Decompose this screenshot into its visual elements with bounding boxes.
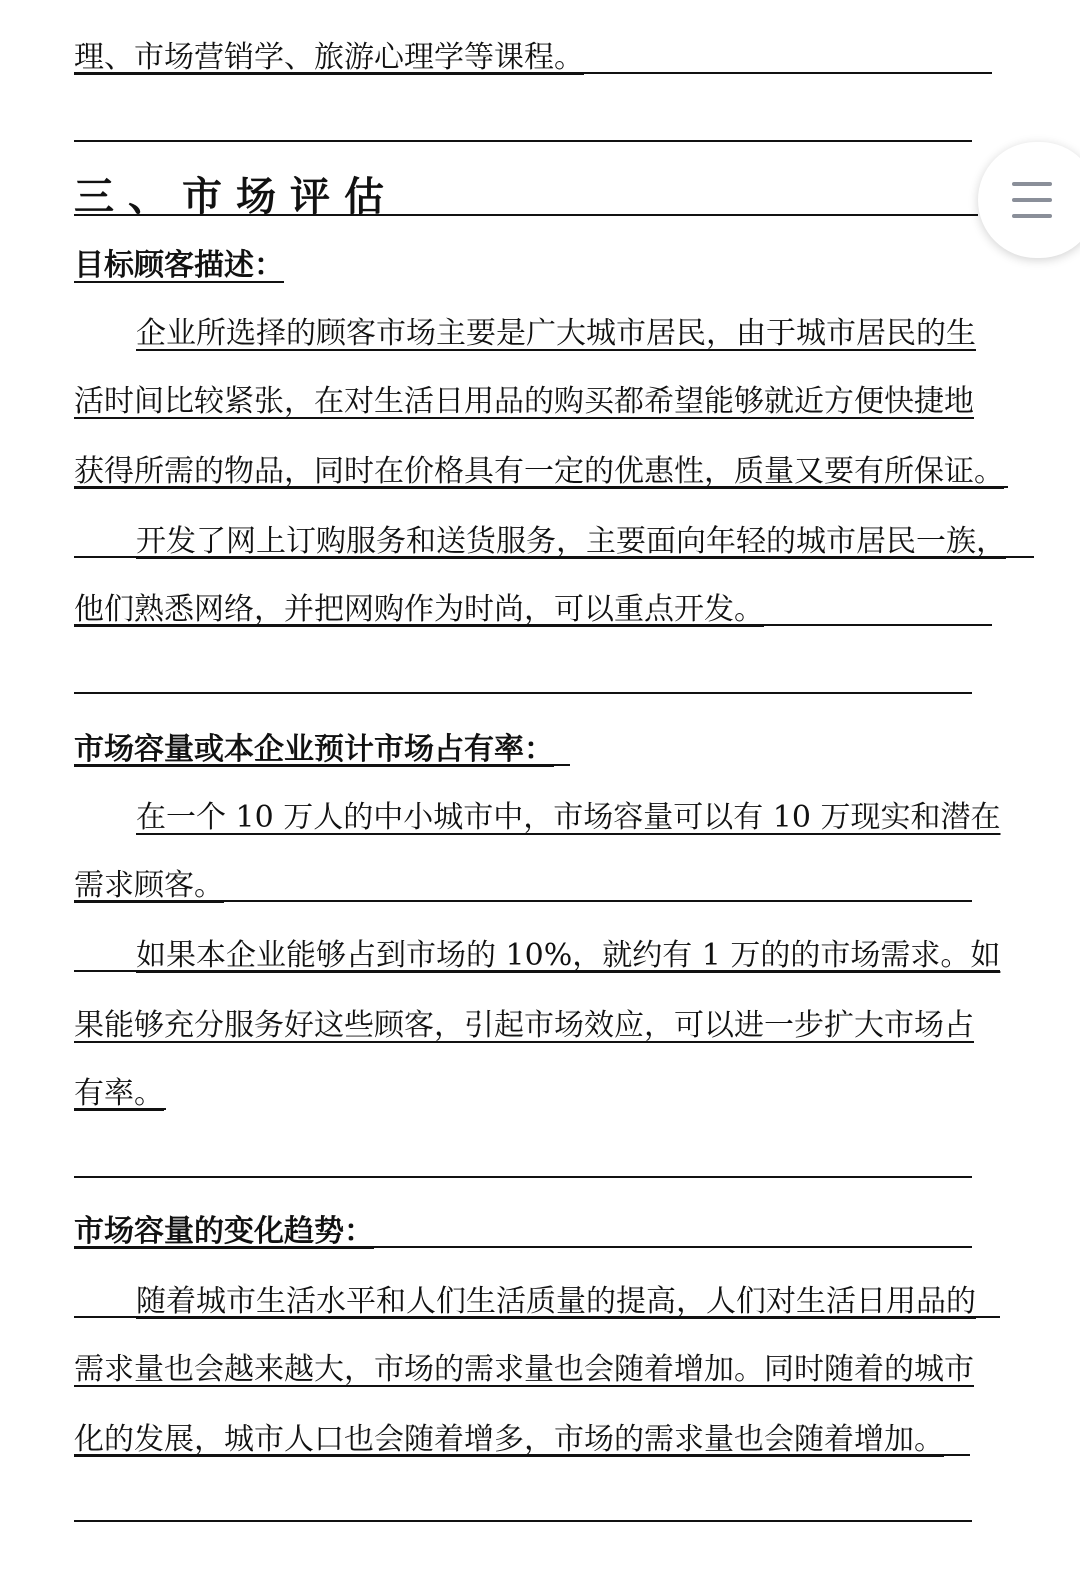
paragraph-line: 开发了网上订购服务和送货服务，主要面向年轻的城市居民一族， — [136, 524, 1006, 559]
continuation-line: 理、市场营销学、旅游心理学等课程。 — [74, 40, 584, 75]
underline-rule — [74, 1316, 1000, 1318]
underline-rule — [74, 764, 570, 766]
paragraph-line: 需求顾客。 — [74, 868, 224, 903]
paragraph-line: 如果本企业能够占到市场的 10%，就约有 1 万的的市场需求。如 — [136, 938, 1001, 973]
paragraph-line: 化的发展，城市人口也会随着增多，市场的需求量也会随着增加。 — [74, 1422, 944, 1457]
paragraph-line: 有率。 — [74, 1076, 164, 1111]
floating-menu-button[interactable] — [978, 142, 1080, 258]
blank-line-rule — [74, 692, 972, 694]
paragraph-line: 在一个 10 万人的中小城市中，市场容量可以有 10 万现实和潜在 — [136, 800, 1001, 835]
paragraph-line: 获得所需的物品，同时在价格具有一定的优惠性，质量又要有所保证。 — [74, 454, 1004, 489]
market-trend-label: 市场容量的变化趋势： — [74, 1214, 374, 1249]
underline-rule — [74, 900, 972, 902]
blank-line-rule — [74, 1520, 972, 1522]
underline-rule — [74, 556, 1034, 558]
section-heading: 三、市场评估 — [74, 174, 398, 220]
underline-rule — [74, 1108, 166, 1110]
underline-rule — [74, 624, 992, 626]
underline-rule — [74, 1454, 970, 1456]
underline-rule — [74, 970, 1000, 972]
underline-rule — [74, 72, 992, 74]
paragraph-line: 他们熟悉网络，并把网购作为时尚，可以重点开发。 — [74, 592, 764, 627]
blank-line-rule — [74, 1176, 972, 1178]
paragraph-line: 活时间比较紧张，在对生活日用品的购买都希望能够就近方便快捷地 — [74, 384, 974, 419]
paragraph-line: 随着城市生活水平和人们生活质量的提高，人们对生活日用品的 — [136, 1284, 976, 1319]
paragraph-line: 果能够充分服务好这些顾客，引起市场效应，可以进一步扩大市场占 — [74, 1008, 974, 1043]
market-capacity-label: 市场容量或本企业预计市场占有率： — [74, 732, 554, 767]
paragraph-line: 需求量也会越来越大，市场的需求量也会随着增加。同时随着的城市 — [74, 1352, 974, 1387]
paragraph-line: 企业所选择的顾客市场主要是广大城市居民，由于城市居民的生 — [136, 316, 976, 351]
blank-line-rule — [74, 140, 972, 142]
heading-rule — [74, 214, 978, 216]
underline-rule — [74, 486, 1008, 488]
target-customers-label: 目标顾客描述： — [74, 248, 284, 283]
underline-rule — [74, 1246, 972, 1248]
